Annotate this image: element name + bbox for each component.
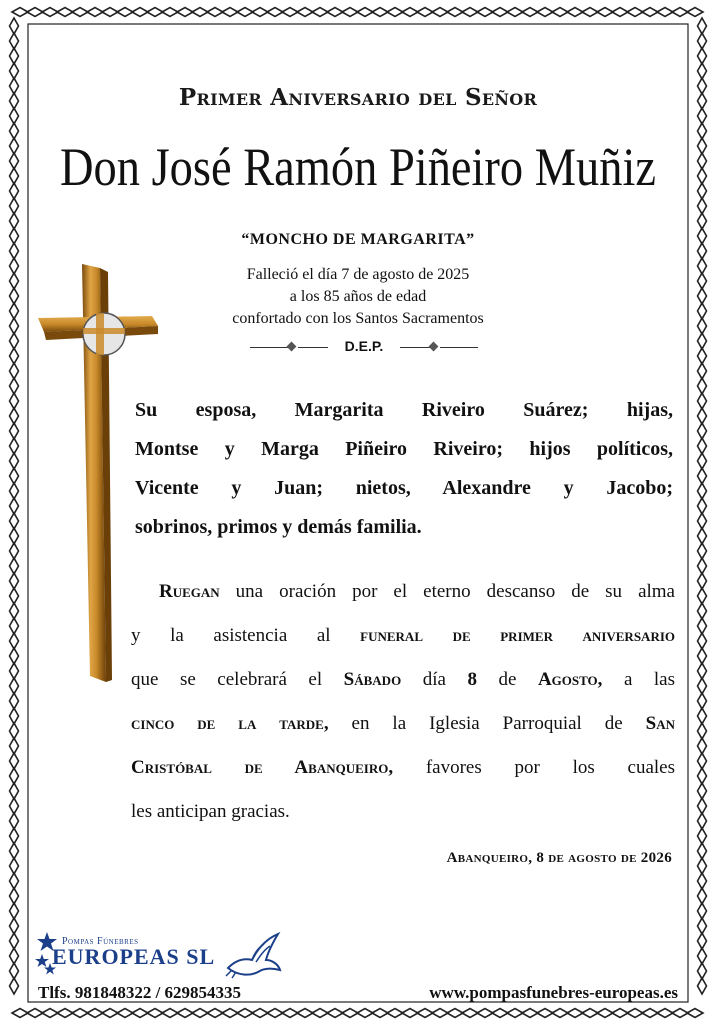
border-chain-top: [12, 8, 703, 17]
request-line: les anticipan gracias.: [131, 801, 290, 822]
place-and-date: Abanqueiro, 8 de agosto de 2026: [446, 850, 672, 866]
nickname: “MONCHO DE MARGARITA”: [241, 231, 475, 248]
family-line: Montse y Marga Piñeiro Riveiro; hijos políticos,: [135, 438, 673, 460]
sacraments-line: confortado con los Santos Sacramentos: [232, 310, 484, 327]
dove-icon: [222, 930, 284, 980]
phone-numbers: Tlfs. 981848322 / 629854335: [38, 983, 242, 1002]
deceased-name: Don José Ramón Piñeiro Muñiz: [60, 137, 656, 197]
border-chain-left: [10, 18, 19, 994]
website-url[interactable]: www.pompasfunebres-europeas.es: [429, 983, 678, 1002]
logo-company-name: EUROPEAS SL: [52, 944, 216, 969]
death-date-line: Falleció el día 7 de agosto de 2025: [246, 266, 470, 283]
request-line: Cristóbal de Abanqueiro, favores por los cuales: [131, 757, 676, 778]
family-line: Su esposa, Margarita Riveiro Suárez; hijas,: [135, 399, 673, 421]
anniversary-subtitle: Primer Aniversario del Señor: [178, 84, 538, 111]
family-paragraph: [135, 391, 673, 547]
border-chain-bottom: [12, 1009, 703, 1018]
dep-divider: [244, 337, 484, 357]
logo-subtitle: Pompas Fúnebres: [62, 936, 139, 947]
border-chain-right: [698, 18, 707, 994]
family-line: sobrinos, primos y demás familia.: [135, 516, 422, 538]
request-line: cinco de la tarde, en la Iglesia Parroquial de San: [131, 713, 675, 734]
request-paragraph: [131, 570, 675, 834]
age-line: a los 85 años de edad: [289, 288, 427, 305]
family-line: Vicente y Juan; nietos, Alexandre y Jacobo;: [135, 477, 673, 499]
request-line: que se celebrará el Sábado día 8 de Agosto, a las: [131, 669, 676, 690]
request-line: y la asistencia al funeral de primer aniversario: [131, 625, 676, 646]
request-line: Ruegan una oración por el eterno descanso de su alma: [159, 581, 675, 602]
dep-text: D.E.P.: [344, 338, 384, 354]
